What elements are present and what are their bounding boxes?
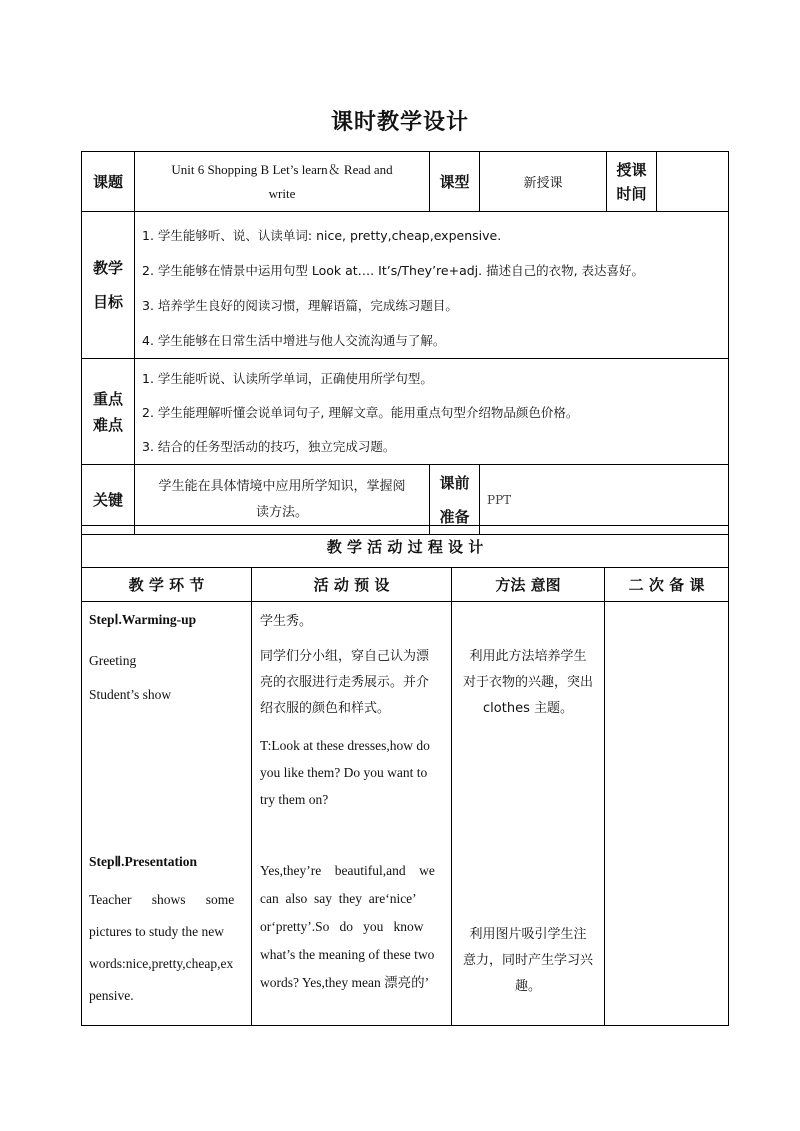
- preset-p3: T:Look at these dresses,how do you like them? Do you want to try them on?: [260, 738, 430, 807]
- step1-item: Student’s show: [89, 687, 172, 702]
- time-label: 授课 时间: [607, 152, 657, 212]
- objective-item: 4. 学生能够在日常生活中增进与他人交流沟通与了解。: [142, 333, 446, 348]
- preset-p2: 同学们分小组，穿自己认为漂 亮的衣服进行走秀展示。并介 绍衣服的颜色和样式。: [260, 649, 430, 716]
- step2-title: StepⅡ.Presentation: [89, 854, 198, 869]
- preset-p1: 学生秀。: [260, 614, 313, 629]
- method-cell: [452, 602, 605, 1026]
- header-step: 教 学 环 节: [82, 568, 252, 602]
- key-points-label: 重点 难点: [82, 359, 135, 465]
- topic-value: Unit 6 Shopping B Let’s learn＆ Read and write: [135, 152, 430, 212]
- key-point-item: 2. 学生能理解听懂会说单词句子, 理解文章。能用重点句型介绍物品颜色价格。: [142, 405, 579, 420]
- step1-item: Greeting: [89, 653, 137, 668]
- document-title: 课时教学设计: [330, 110, 469, 135]
- objective-item: 2. 学生能够在情景中运用句型 Look at…. It’s/They’re+adj. 描述自己的衣物, 表达喜好。: [142, 263, 645, 278]
- lesson-info-table: [81, 151, 729, 535]
- prep-value: PPT: [480, 465, 729, 535]
- objectives-list: [135, 212, 729, 359]
- key-points-list: [135, 359, 729, 465]
- steps-cell: [82, 602, 252, 1026]
- type-value: 新授课: [480, 152, 607, 212]
- header-preset: 活 动 预 设: [252, 568, 452, 602]
- key-point-item: 1. 学生能听说、认读所学单词，正确使用所学句型。: [142, 371, 433, 386]
- key-point-item: 3. 结合的任务型活动的技巧，独立完成习题。: [142, 439, 396, 454]
- time-value: [657, 152, 729, 212]
- second-prep-cell: [605, 602, 729, 1026]
- topic-label: 课题: [82, 152, 135, 212]
- objectives-label: 教学 目标: [82, 212, 135, 359]
- method-m1: 利用此方法培养学生 对于衣物的兴趣，突出 clothes 主题。: [462, 649, 593, 716]
- activity-section-title: 教 学 活 动 过 程 设 计: [82, 526, 729, 568]
- prep-label: 课前 准备: [430, 465, 480, 535]
- type-label: 课型: [430, 152, 480, 212]
- step2-description: Teacher shows some pictures to study the new words:nice,pretty,cheap,ex pensive.: [89, 892, 235, 1003]
- activity-table: [81, 525, 729, 1026]
- header-method: 方法 意图: [452, 568, 605, 602]
- step1-title: StepⅠ.Warming-up: [89, 612, 197, 627]
- objective-item: 3. 培养学生良好的阅读习惯，理解语篇，完成练习题目。: [142, 298, 458, 313]
- key-value: 学生能在具体情境中应用所学知识，掌握阅 读方法。: [135, 465, 430, 535]
- header-second-prep: 二 次 备 课: [605, 568, 729, 602]
- key-label: 关键: [82, 465, 135, 535]
- objective-item: 1. 学生能够听、说、认读单词: nice, pretty,cheap,expensive.: [142, 228, 502, 243]
- preset-cell: [252, 602, 452, 1026]
- preset-p4: Yes,they’re beautiful,and we can also say they are‘nice’ or‘pretty’.So do you know what’s the meaning of these two words? Yes,they mean 漂亮的’: [260, 863, 435, 990]
- method-m2: 利用图片吸引学生注 意力，同时产生学习兴 趣。: [462, 927, 593, 994]
